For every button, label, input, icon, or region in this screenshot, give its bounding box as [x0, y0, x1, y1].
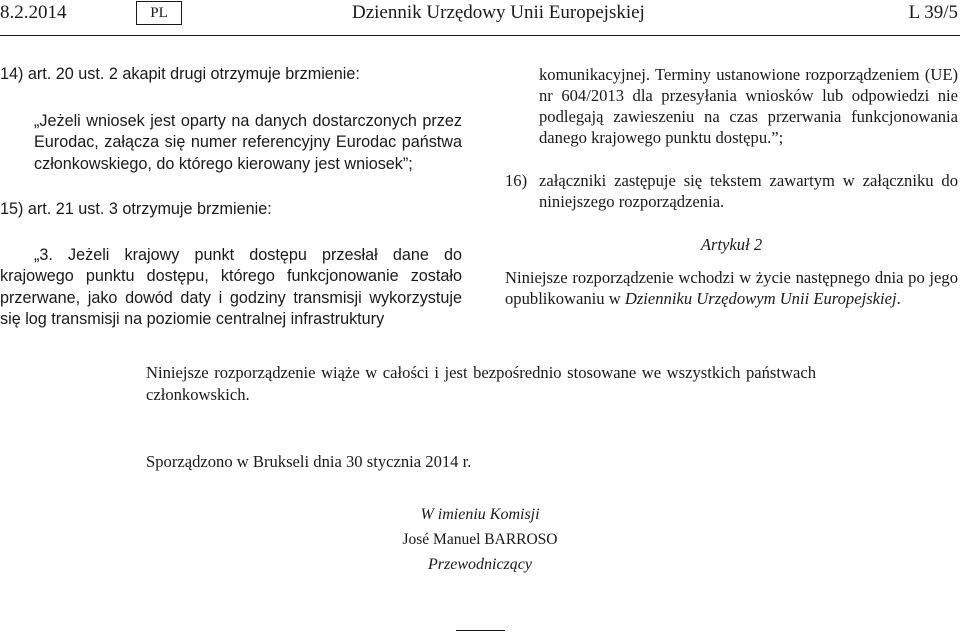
binding-text: Niniejsze rozporządzenie wiąże w całości i jest bezpośrednio stosowane we wszystkich państwach członkowskich. [146, 363, 816, 404]
article-2-text-part1: Niniejsze rozporządzenie wchodzi w życie następnego dnia po jego opublikowaniu w [505, 268, 958, 308]
page-reference: L 39/5 [908, 2, 958, 23]
done-at-statement: Sporządzono w Brukseli dnia 30 stycznia 2014 r. [146, 452, 472, 471]
journal-title: Dziennik Urzędowy Unii Europejskiej [352, 2, 645, 23]
right-column [505, 64, 958, 309]
binding-statement [146, 362, 816, 405]
article-2-title: Artykuł 2 [700, 235, 763, 254]
amendment-item-16 [505, 170, 958, 212]
amendment-item-15: 15) art. 21 ust. 3 otrzymuje brzmienie: [0, 200, 272, 218]
amendment-item-14: 14) art. 20 ust. 2 akapit drugi otrzymuje brzmienie: [0, 65, 360, 83]
quoted-text-15: „3. Jeżeli krajowy punkt dostępu przesłał dane do krajowego punktu dostępu, którego funkcjonowanie zostało przerwane, jako dowód daty i godziny transmisji wykorzystuje się log transmisji na poziomie centralnej infrastruktury [0, 245, 462, 328]
publication-date: 8.2.2014 [0, 2, 67, 23]
article-2-text [505, 267, 958, 309]
left-column [0, 64, 462, 331]
item-16-number: 16) [505, 171, 528, 190]
end-rule [456, 630, 505, 631]
signatory-name: José Manuel BARROSO [402, 531, 558, 548]
header-divider [0, 35, 960, 36]
language-badge: PL [136, 1, 182, 25]
item-16-text: załączniki zastępuje się tekstem zawartym w załączniku do niniejszego rozporządzenia. [539, 171, 958, 211]
journal-reference: Dzienniku Urzędowym Unii Europejskiej [624, 289, 897, 308]
article-2-text-part2: . [896, 289, 901, 308]
quoted-text-14: „Jeżeli wniosek jest oparty na danych dostarczonych przez Eurodac, załącza się numer referencyjny Eurodac państwa członkowskiego, do którego kierowany jest wniosek”; [34, 111, 462, 173]
on-behalf-of: W imieniu Komisji [420, 506, 540, 523]
signatory-role: Przewodniczący [428, 556, 532, 573]
quoted-text-15-continuation: komunikacyjnej. Terminy ustanowione rozporządzeniem (UE) nr 604/2013 dla przesyłania wniosków lub odpowiedzi nie podlegają zawieszeniu na czas przerwania funkcjonowania danego krajowego punktu dostępu.”; [539, 65, 958, 147]
